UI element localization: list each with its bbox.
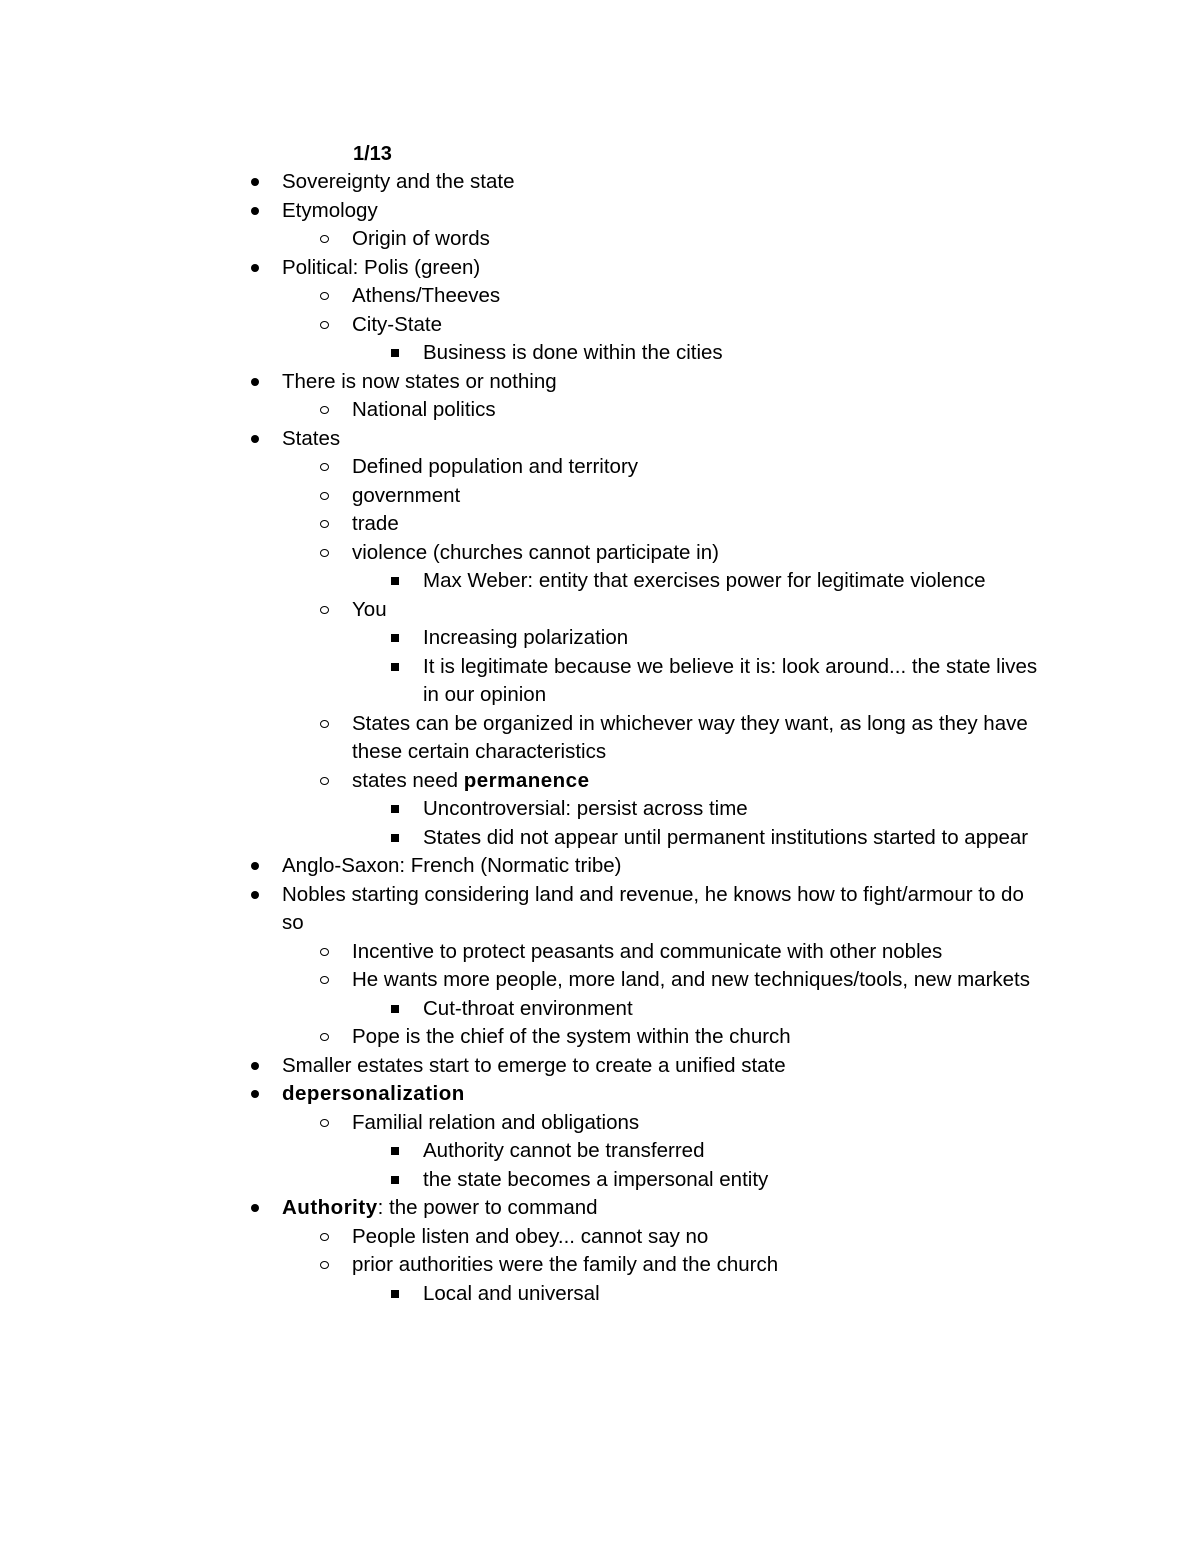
list-item [0, 1023, 1042, 1052]
bullet-circle-icon [316, 453, 332, 482]
list-item-text: Increasing polarization [423, 626, 629, 649]
list-item [0, 938, 1042, 967]
list-item-text: You [352, 597, 387, 621]
bullet-square-icon [387, 995, 403, 1024]
list-item-text: Nobles starting considering land and revenue, he knows how to fight/armour to do so [282, 882, 1024, 934]
list-item [0, 425, 1042, 454]
list-item-text: States did not appear until permanent institutions started to appear [423, 825, 1029, 849]
note-date: 1/13 [353, 143, 392, 165]
list-item [0, 824, 1042, 853]
list-item-text: Anglo-Saxon: French (Normatic tribe) [282, 854, 622, 877]
bullet-square-icon [387, 624, 403, 653]
bullet-disc-icon [247, 197, 263, 226]
list-item [0, 710, 1042, 767]
bullet-circle-icon [316, 1223, 332, 1252]
list-item [0, 225, 1042, 254]
bullet-circle-icon [316, 1251, 332, 1280]
list-item [0, 1080, 1042, 1109]
bullet-disc-icon [247, 425, 263, 454]
list-item [0, 596, 1042, 625]
list-item [0, 510, 1042, 539]
list-item [0, 1251, 1042, 1280]
list-item-text: Defined population and territory [352, 455, 639, 478]
bullet-circle-icon [316, 710, 332, 739]
list-item-text: violence (churches cannot participate in) [352, 540, 719, 564]
list-item-bold-text: permanence [463, 768, 590, 792]
list-item-text: Sovereignty and the state [282, 170, 515, 193]
list-item-text: prior authorities were the family and the church [352, 1253, 779, 1276]
list-item [0, 1166, 1042, 1195]
bullet-disc-icon [247, 1052, 263, 1081]
list-item [0, 1223, 1042, 1252]
bullet-disc-icon [247, 254, 263, 283]
bullet-circle-icon [316, 1023, 332, 1052]
bullet-circle-icon [316, 396, 332, 425]
list-item-text: Uncontroversial: persist across time [423, 797, 748, 820]
list-item [0, 1137, 1042, 1166]
list-item [0, 168, 1042, 197]
list-item-text: There is now states or nothing [282, 369, 557, 393]
list-item-text: trade [352, 512, 399, 535]
list-item-text: states need [352, 768, 464, 792]
list-item-text: States can be organized in whichever way they want, as long as they have these certain characteristics [352, 711, 1028, 763]
bullet-circle-icon [316, 482, 332, 511]
list-item-text: Max Weber: entity that exercises power for legitimate violence [423, 569, 986, 592]
list-item-text: Athens/Theeves [352, 284, 501, 307]
list-item [0, 482, 1042, 511]
list-item-trailing-text: : the power to command [377, 1196, 598, 1219]
list-item [0, 995, 1042, 1024]
list-item [0, 396, 1042, 425]
list-item [0, 1052, 1042, 1081]
bullet-circle-icon [316, 596, 332, 625]
bullet-circle-icon [316, 966, 332, 995]
list-item-text: Authority cannot be transferred [423, 1139, 705, 1162]
list-item [0, 1109, 1042, 1138]
list-item [0, 1194, 1042, 1223]
list-item-text: Pope is the chief of the system within the church [352, 1025, 791, 1048]
list-item-text: Origin of words [352, 227, 490, 250]
list-item-text: National politics [352, 398, 496, 421]
bullet-circle-icon [316, 1109, 332, 1138]
bullet-disc-icon [247, 1194, 263, 1223]
list-item-text: States [282, 426, 341, 450]
list-item-text: Political: Polis (green) [282, 255, 481, 279]
list-item [0, 852, 1042, 881]
list-item-text: Incentive to protect peasants and communicate with other nobles [352, 939, 943, 963]
bullet-square-icon [387, 339, 403, 368]
bullet-square-icon [387, 567, 403, 596]
list-item-text: Business is done within the cities [423, 341, 723, 364]
list-item [0, 966, 1042, 995]
bullet-circle-icon [316, 510, 332, 539]
bullet-disc-icon [247, 881, 263, 910]
list-item [0, 795, 1042, 824]
list-item [0, 453, 1042, 482]
list-item-text: the state becomes a impersonal entity [423, 1167, 769, 1191]
bullet-circle-icon [316, 225, 332, 254]
bullet-circle-icon [316, 539, 332, 568]
list-item [0, 311, 1042, 340]
list-item-text: Smaller estates start to emerge to create a unified state [282, 1053, 786, 1077]
list-item-text: City-State [352, 312, 442, 336]
list-item-text: Local and universal [423, 1281, 600, 1305]
list-item [0, 881, 1042, 938]
bullet-disc-icon [247, 1080, 263, 1109]
list-item-bold-text: Authority [282, 1196, 378, 1219]
list-item-text: Etymology [282, 198, 378, 222]
list-item [0, 653, 1042, 710]
bullet-square-icon [387, 1166, 403, 1195]
bullet-disc-icon [247, 368, 263, 397]
list-item [0, 539, 1042, 568]
list-item [0, 197, 1042, 226]
bullet-square-icon [387, 795, 403, 824]
bullet-square-icon [387, 1280, 403, 1309]
list-item [0, 254, 1042, 283]
bullet-disc-icon [247, 168, 263, 197]
list-item [0, 1280, 1042, 1309]
list-item-bold-text: depersonalization [282, 1082, 465, 1105]
bullet-square-icon [387, 824, 403, 853]
list-item-text: Familial relation and obligations [352, 1110, 640, 1134]
list-item [0, 767, 1042, 796]
list-item [0, 624, 1042, 653]
bullet-square-icon [387, 1137, 403, 1166]
notes-outline [0, 168, 1200, 1308]
list-item-text: government [352, 483, 461, 507]
bullet-circle-icon [316, 767, 332, 796]
bullet-square-icon [387, 653, 403, 682]
bullet-circle-icon [316, 938, 332, 967]
list-item [0, 567, 1042, 596]
list-item-text: People listen and obey... cannot say no [352, 1224, 709, 1248]
list-item [0, 368, 1042, 397]
list-item [0, 282, 1042, 311]
bullet-circle-icon [316, 282, 332, 311]
list-item-text: He wants more people, more land, and new techniques/tools, new markets [352, 968, 1031, 991]
list-item-text: Cut-throat environment [423, 996, 633, 1020]
list-item [0, 339, 1042, 368]
list-item-text: It is legitimate because we believe it is: look around... the state lives in our opinion [423, 654, 1038, 706]
bullet-disc-icon [247, 852, 263, 881]
bullet-circle-icon [316, 311, 332, 340]
